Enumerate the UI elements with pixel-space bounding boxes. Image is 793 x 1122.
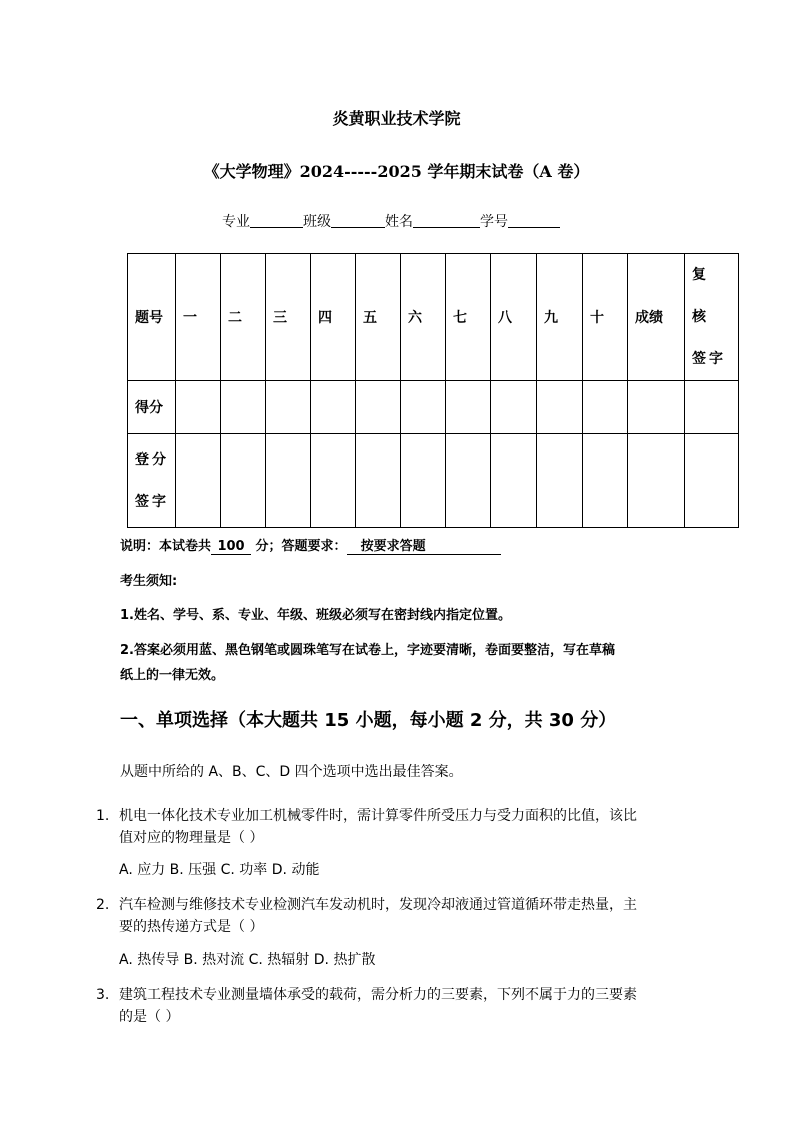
question-number: 3.	[96, 987, 110, 1003]
col-header-7: 七	[446, 254, 491, 381]
score-table	[127, 253, 739, 528]
signer-label-line1: 登分	[135, 451, 169, 468]
exam-prefix: 说明：本试卷共	[120, 539, 212, 554]
school-name: 炎黄职业技术学院	[332, 109, 461, 128]
score-cell[interactable]	[491, 381, 537, 434]
col-header-9: 九	[537, 254, 583, 381]
score-cell[interactable]	[266, 381, 311, 434]
col-header-3: 三	[266, 254, 311, 381]
col-header-2: 二	[221, 254, 266, 381]
notice-rule-1: 1.姓名、学号、系、专业、年级、班级必须写在密封线内指定位置。	[120, 608, 511, 623]
question-text-line-2: 要的热传递方式是（ ）	[119, 919, 264, 935]
row-label-items: 题号	[128, 254, 176, 381]
question-number: 2.	[96, 897, 110, 913]
signer-cell[interactable]	[311, 434, 356, 528]
name-label: 姓名	[385, 214, 413, 230]
notice-rule-2-line-1: 2.答案必须用蓝、黑色钢笔或圆珠笔写在试卷上，字迹要清晰，卷面要整洁，写在草稿	[120, 643, 615, 658]
score-suffix: 分；答题要求：	[255, 539, 347, 554]
notice-title: 考生须知:	[120, 574, 178, 589]
signer-cell[interactable]	[356, 434, 401, 528]
student-id-blank[interactable]	[508, 213, 560, 228]
class-blank[interactable]	[331, 213, 385, 228]
student-info-line	[222, 211, 560, 231]
col-header-review	[685, 254, 739, 381]
question-number: 1.	[96, 808, 110, 824]
review-label-line2: 签字	[692, 351, 726, 367]
score-cell[interactable]	[311, 381, 356, 434]
question-2-options: A. 热传导 B. 热对流 C. 热辐射 D. 热扩散	[119, 952, 376, 968]
score-cell[interactable]	[221, 381, 266, 434]
question-text-line-2: 值对应的物理量是（ ）	[119, 830, 264, 846]
review-label-line1: 复 核	[692, 267, 712, 325]
col-header-6: 六	[401, 254, 446, 381]
total-score: 100	[211, 539, 251, 555]
signer-label-line2: 签字	[135, 493, 169, 510]
signer-cell[interactable]	[628, 434, 685, 528]
score-cell[interactable]	[176, 381, 221, 434]
signer-cell[interactable]	[446, 434, 491, 528]
score-cell[interactable]	[356, 381, 401, 434]
signer-cell[interactable]	[266, 434, 311, 528]
signer-cell[interactable]	[491, 434, 537, 528]
col-header-4: 四	[311, 254, 356, 381]
question-text-line-1: 机电一体化技术专业加工机械零件时，需计算零件所受压力与受力面积的比值，该比	[119, 808, 637, 824]
score-cell[interactable]	[401, 381, 446, 434]
col-header-8: 八	[491, 254, 537, 381]
question-text-line-1: 汽车检测与维修技术专业检测汽车发动机时，发现冷却液通过管道循环带走热量，主	[119, 897, 637, 913]
signer-cell[interactable]	[685, 434, 739, 528]
name-blank[interactable]	[413, 213, 480, 228]
exam-title: 《大学物理》2024-----2025 学年期末试卷（A 卷）	[203, 162, 590, 181]
signer-cell[interactable]	[537, 434, 583, 528]
section-intro: 从题中所给的 A、B、C、D 四个选项中选出最佳答案。	[120, 764, 463, 780]
col-header-5: 五	[356, 254, 401, 381]
signer-cell[interactable]	[583, 434, 628, 528]
col-header-total: 成绩	[628, 254, 685, 381]
answer-requirement: 按要求答题	[347, 535, 501, 555]
exam-description	[120, 535, 501, 555]
score-cell[interactable]	[685, 381, 739, 434]
major-label: 专业	[222, 214, 250, 230]
notice-rule-2-line-2: 纸上的一律无效。	[120, 668, 225, 683]
score-cell[interactable]	[628, 381, 685, 434]
score-cell[interactable]	[446, 381, 491, 434]
section-heading: 一、单项选择（本大题共 15 小题，每小题 2 分，共 30 分）	[120, 710, 617, 731]
col-header-1: 一	[176, 254, 221, 381]
question-text-line-2: 的是（ ）	[119, 1009, 180, 1025]
signer-cell[interactable]	[221, 434, 266, 528]
question-text-line-1: 建筑工程技术专业测量墙体承受的载荷，需分析力的三要素，下列不属于力的三要素	[119, 987, 637, 1003]
row-label-score: 得分	[128, 381, 176, 434]
score-cell[interactable]	[583, 381, 628, 434]
question-1-options: A. 应力 B. 压强 C. 功率 D. 动能	[119, 862, 320, 878]
major-blank[interactable]	[250, 213, 303, 228]
signer-cell[interactable]	[401, 434, 446, 528]
signer-cell[interactable]	[176, 434, 221, 528]
col-header-10: 十	[583, 254, 628, 381]
class-label: 班级	[303, 214, 331, 230]
score-cell[interactable]	[537, 381, 583, 434]
student-id-label: 学号	[480, 214, 508, 230]
row-label-signer	[128, 434, 176, 528]
